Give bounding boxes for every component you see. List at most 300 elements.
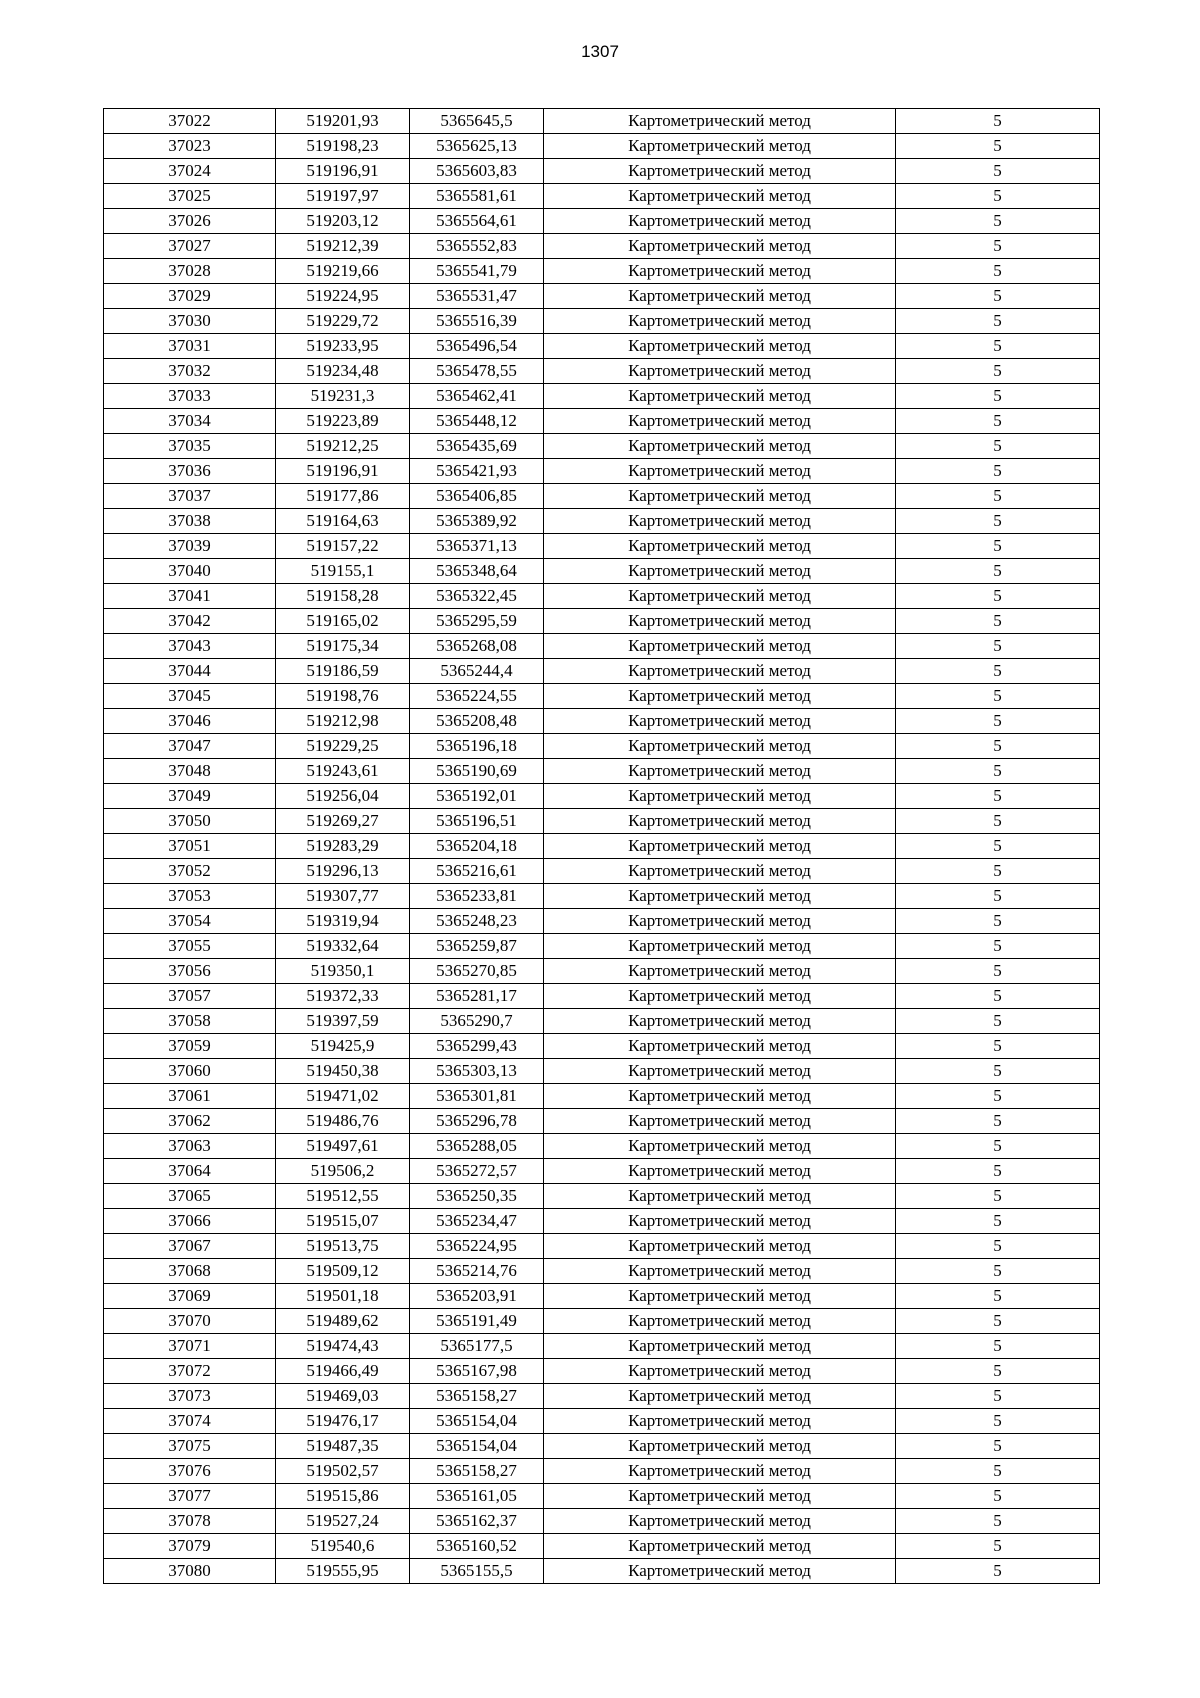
y-coordinate-cell: 5365167,98 xyxy=(410,1359,544,1384)
x-coordinate-cell: 519487,35 xyxy=(276,1434,410,1459)
method-cell: Картометрический метод xyxy=(544,359,896,384)
x-coordinate-cell: 519229,25 xyxy=(276,734,410,759)
method-cell: Картометрический метод xyxy=(544,859,896,884)
accuracy-cell: 5 xyxy=(896,959,1100,984)
x-coordinate-cell: 519224,95 xyxy=(276,284,410,309)
y-coordinate-cell: 5365250,35 xyxy=(410,1184,544,1209)
point-number-cell: 37067 xyxy=(104,1234,276,1259)
accuracy-cell: 5 xyxy=(896,709,1100,734)
point-number-cell: 37077 xyxy=(104,1484,276,1509)
method-cell: Картометрический метод xyxy=(544,559,896,584)
table-row xyxy=(104,1059,1100,1084)
x-coordinate-cell: 519474,43 xyxy=(276,1334,410,1359)
method-cell: Картометрический метод xyxy=(544,384,896,409)
y-coordinate-cell: 5365645,5 xyxy=(410,109,544,134)
y-coordinate-cell: 5365214,76 xyxy=(410,1259,544,1284)
accuracy-cell: 5 xyxy=(896,409,1100,434)
table-row xyxy=(104,1109,1100,1134)
table-row xyxy=(104,984,1100,1009)
page-number: 1307 xyxy=(581,42,619,61)
y-coordinate-cell: 5365303,13 xyxy=(410,1059,544,1084)
table-row xyxy=(104,134,1100,159)
x-coordinate-cell: 519319,94 xyxy=(276,909,410,934)
x-coordinate-cell: 519513,75 xyxy=(276,1234,410,1259)
x-coordinate-cell: 519196,91 xyxy=(276,159,410,184)
point-number-cell: 37062 xyxy=(104,1109,276,1134)
accuracy-cell: 5 xyxy=(896,684,1100,709)
method-cell: Картометрический метод xyxy=(544,759,896,784)
method-cell: Картометрический метод xyxy=(544,1459,896,1484)
table-row xyxy=(104,434,1100,459)
point-number-cell: 37026 xyxy=(104,209,276,234)
table-row xyxy=(104,1384,1100,1409)
point-number-cell: 37044 xyxy=(104,659,276,684)
point-number-cell: 37027 xyxy=(104,234,276,259)
accuracy-cell: 5 xyxy=(896,1459,1100,1484)
accuracy-cell: 5 xyxy=(896,609,1100,634)
method-cell: Картометрический метод xyxy=(544,1484,896,1509)
point-number-cell: 37040 xyxy=(104,559,276,584)
method-cell: Картометрический метод xyxy=(544,834,896,859)
x-coordinate-cell: 519269,27 xyxy=(276,809,410,834)
accuracy-cell: 5 xyxy=(896,1309,1100,1334)
accuracy-cell: 5 xyxy=(896,909,1100,934)
y-coordinate-cell: 5365299,43 xyxy=(410,1034,544,1059)
point-number-cell: 37064 xyxy=(104,1159,276,1184)
point-number-cell: 37024 xyxy=(104,159,276,184)
point-number-cell: 37059 xyxy=(104,1034,276,1059)
table-row xyxy=(104,1034,1100,1059)
point-number-cell: 37051 xyxy=(104,834,276,859)
method-cell: Картометрический метод xyxy=(544,1209,896,1234)
x-coordinate-cell: 519158,28 xyxy=(276,584,410,609)
y-coordinate-cell: 5365158,27 xyxy=(410,1384,544,1409)
accuracy-cell: 5 xyxy=(896,459,1100,484)
method-cell: Картометрический метод xyxy=(544,134,896,159)
x-coordinate-cell: 519164,63 xyxy=(276,509,410,534)
point-number-cell: 37036 xyxy=(104,459,276,484)
table-row xyxy=(104,834,1100,859)
x-coordinate-cell: 519372,33 xyxy=(276,984,410,1009)
accuracy-cell: 5 xyxy=(896,1009,1100,1034)
y-coordinate-cell: 5365295,59 xyxy=(410,609,544,634)
accuracy-cell: 5 xyxy=(896,509,1100,534)
y-coordinate-cell: 5365552,83 xyxy=(410,234,544,259)
method-cell: Картометрический метод xyxy=(544,434,896,459)
method-cell: Картометрический метод xyxy=(544,1259,896,1284)
y-coordinate-cell: 5365155,5 xyxy=(410,1559,544,1584)
point-number-cell: 37029 xyxy=(104,284,276,309)
y-coordinate-cell: 5365603,83 xyxy=(410,159,544,184)
method-cell: Картометрический метод xyxy=(544,234,896,259)
point-number-cell: 37042 xyxy=(104,609,276,634)
x-coordinate-cell: 519155,1 xyxy=(276,559,410,584)
table-row xyxy=(104,259,1100,284)
table-row xyxy=(104,934,1100,959)
table-row xyxy=(104,284,1100,309)
x-coordinate-cell: 519332,64 xyxy=(276,934,410,959)
y-coordinate-cell: 5365531,47 xyxy=(410,284,544,309)
method-cell: Картометрический метод xyxy=(544,1009,896,1034)
y-coordinate-cell: 5365196,51 xyxy=(410,809,544,834)
accuracy-cell: 5 xyxy=(896,1184,1100,1209)
method-cell: Картометрический метод xyxy=(544,934,896,959)
table-row xyxy=(104,659,1100,684)
point-number-cell: 37055 xyxy=(104,934,276,959)
method-cell: Картометрический метод xyxy=(544,709,896,734)
method-cell: Картометрический метод xyxy=(544,884,896,909)
method-cell: Картометрический метод xyxy=(544,584,896,609)
accuracy-cell: 5 xyxy=(896,1034,1100,1059)
y-coordinate-cell: 5365248,23 xyxy=(410,909,544,934)
table-row xyxy=(104,359,1100,384)
table-row xyxy=(104,509,1100,534)
y-coordinate-cell: 5365516,39 xyxy=(410,309,544,334)
table-row xyxy=(104,1234,1100,1259)
table-row xyxy=(104,1259,1100,1284)
y-coordinate-cell: 5365288,05 xyxy=(410,1134,544,1159)
table-row xyxy=(104,1084,1100,1109)
accuracy-cell: 5 xyxy=(896,984,1100,1009)
y-coordinate-cell: 5365406,85 xyxy=(410,484,544,509)
accuracy-cell: 5 xyxy=(896,734,1100,759)
table-row xyxy=(104,184,1100,209)
point-number-cell: 37073 xyxy=(104,1384,276,1409)
accuracy-cell: 5 xyxy=(896,1084,1100,1109)
method-cell: Картометрический метод xyxy=(544,334,896,359)
table-row xyxy=(104,709,1100,734)
method-cell: Картометрический метод xyxy=(544,1309,896,1334)
point-number-cell: 37045 xyxy=(104,684,276,709)
coordinates-table-body xyxy=(104,109,1100,1584)
method-cell: Картометрический метод xyxy=(544,1059,896,1084)
table-row xyxy=(104,959,1100,984)
accuracy-cell: 5 xyxy=(896,1509,1100,1534)
point-number-cell: 37041 xyxy=(104,584,276,609)
point-number-cell: 37052 xyxy=(104,859,276,884)
method-cell: Картометрический метод xyxy=(544,1359,896,1384)
point-number-cell: 37050 xyxy=(104,809,276,834)
method-cell: Картометрический метод xyxy=(544,1434,896,1459)
method-cell: Картометрический метод xyxy=(544,209,896,234)
accuracy-cell: 5 xyxy=(896,284,1100,309)
accuracy-cell: 5 xyxy=(896,584,1100,609)
point-number-cell: 37033 xyxy=(104,384,276,409)
table-row xyxy=(104,209,1100,234)
accuracy-cell: 5 xyxy=(896,484,1100,509)
method-cell: Картометрический метод xyxy=(544,1334,896,1359)
point-number-cell: 37069 xyxy=(104,1284,276,1309)
table-row xyxy=(104,159,1100,184)
point-number-cell: 37078 xyxy=(104,1509,276,1534)
table-row xyxy=(104,334,1100,359)
x-coordinate-cell: 519506,2 xyxy=(276,1159,410,1184)
accuracy-cell: 5 xyxy=(896,109,1100,134)
y-coordinate-cell: 5365462,41 xyxy=(410,384,544,409)
accuracy-cell: 5 xyxy=(896,1534,1100,1559)
accuracy-cell: 5 xyxy=(896,784,1100,809)
table-row xyxy=(104,784,1100,809)
x-coordinate-cell: 519397,59 xyxy=(276,1009,410,1034)
accuracy-cell: 5 xyxy=(896,1484,1100,1509)
method-cell: Картометрический метод xyxy=(544,909,896,934)
method-cell: Картометрический метод xyxy=(544,484,896,509)
accuracy-cell: 5 xyxy=(896,1134,1100,1159)
y-coordinate-cell: 5365216,61 xyxy=(410,859,544,884)
accuracy-cell: 5 xyxy=(896,1384,1100,1409)
y-coordinate-cell: 5365371,13 xyxy=(410,534,544,559)
accuracy-cell: 5 xyxy=(896,884,1100,909)
y-coordinate-cell: 5365224,95 xyxy=(410,1234,544,1259)
accuracy-cell: 5 xyxy=(896,1109,1100,1134)
point-number-cell: 37038 xyxy=(104,509,276,534)
y-coordinate-cell: 5365564,61 xyxy=(410,209,544,234)
point-number-cell: 37031 xyxy=(104,334,276,359)
method-cell: Картометрический метод xyxy=(544,459,896,484)
accuracy-cell: 5 xyxy=(896,1559,1100,1584)
table-row xyxy=(104,909,1100,934)
accuracy-cell: 5 xyxy=(896,134,1100,159)
point-number-cell: 37023 xyxy=(104,134,276,159)
x-coordinate-cell: 519256,04 xyxy=(276,784,410,809)
x-coordinate-cell: 519157,22 xyxy=(276,534,410,559)
accuracy-cell: 5 xyxy=(896,1359,1100,1384)
point-number-cell: 37030 xyxy=(104,309,276,334)
x-coordinate-cell: 519425,9 xyxy=(276,1034,410,1059)
table-row xyxy=(104,1484,1100,1509)
point-number-cell: 37053 xyxy=(104,884,276,909)
point-number-cell: 37068 xyxy=(104,1259,276,1284)
table-row xyxy=(104,484,1100,509)
x-coordinate-cell: 519501,18 xyxy=(276,1284,410,1309)
table-row xyxy=(104,584,1100,609)
point-number-cell: 37057 xyxy=(104,984,276,1009)
method-cell: Картометрический метод xyxy=(544,1084,896,1109)
y-coordinate-cell: 5365154,04 xyxy=(410,1409,544,1434)
accuracy-cell: 5 xyxy=(896,859,1100,884)
table-row xyxy=(104,1284,1100,1309)
method-cell: Картометрический метод xyxy=(544,1384,896,1409)
y-coordinate-cell: 5365421,93 xyxy=(410,459,544,484)
x-coordinate-cell: 519509,12 xyxy=(276,1259,410,1284)
x-coordinate-cell: 519186,59 xyxy=(276,659,410,684)
table-row xyxy=(104,734,1100,759)
accuracy-cell: 5 xyxy=(896,759,1100,784)
y-coordinate-cell: 5365290,7 xyxy=(410,1009,544,1034)
table-row xyxy=(104,1359,1100,1384)
point-number-cell: 37039 xyxy=(104,534,276,559)
accuracy-cell: 5 xyxy=(896,1259,1100,1284)
x-coordinate-cell: 519234,48 xyxy=(276,359,410,384)
x-coordinate-cell: 519469,03 xyxy=(276,1384,410,1409)
method-cell: Картометрический метод xyxy=(544,609,896,634)
accuracy-cell: 5 xyxy=(896,634,1100,659)
x-coordinate-cell: 519233,95 xyxy=(276,334,410,359)
table-row xyxy=(104,1459,1100,1484)
accuracy-cell: 5 xyxy=(896,559,1100,584)
table-row xyxy=(104,759,1100,784)
x-coordinate-cell: 519197,97 xyxy=(276,184,410,209)
table-row xyxy=(104,1184,1100,1209)
method-cell: Картометрический метод xyxy=(544,1534,896,1559)
x-coordinate-cell: 519502,57 xyxy=(276,1459,410,1484)
y-coordinate-cell: 5365541,79 xyxy=(410,259,544,284)
y-coordinate-cell: 5365435,69 xyxy=(410,434,544,459)
x-coordinate-cell: 519231,3 xyxy=(276,384,410,409)
x-coordinate-cell: 519450,38 xyxy=(276,1059,410,1084)
y-coordinate-cell: 5365224,55 xyxy=(410,684,544,709)
method-cell: Картометрический метод xyxy=(544,109,896,134)
point-number-cell: 37054 xyxy=(104,909,276,934)
table-row xyxy=(104,1559,1100,1584)
accuracy-cell: 5 xyxy=(896,1234,1100,1259)
point-number-cell: 37037 xyxy=(104,484,276,509)
table-row xyxy=(104,809,1100,834)
method-cell: Картометрический метод xyxy=(544,1109,896,1134)
x-coordinate-cell: 519198,76 xyxy=(276,684,410,709)
y-coordinate-cell: 5365192,01 xyxy=(410,784,544,809)
table-row xyxy=(104,309,1100,334)
y-coordinate-cell: 5365389,92 xyxy=(410,509,544,534)
y-coordinate-cell: 5365625,13 xyxy=(410,134,544,159)
point-number-cell: 37028 xyxy=(104,259,276,284)
accuracy-cell: 5 xyxy=(896,1434,1100,1459)
y-coordinate-cell: 5365281,17 xyxy=(410,984,544,1009)
x-coordinate-cell: 519177,86 xyxy=(276,484,410,509)
table-row xyxy=(104,1209,1100,1234)
x-coordinate-cell: 519307,77 xyxy=(276,884,410,909)
method-cell: Картометрический метод xyxy=(544,809,896,834)
y-coordinate-cell: 5365268,08 xyxy=(410,634,544,659)
x-coordinate-cell: 519212,98 xyxy=(276,709,410,734)
table-row xyxy=(104,1334,1100,1359)
method-cell: Картометрический метод xyxy=(544,684,896,709)
x-coordinate-cell: 519527,24 xyxy=(276,1509,410,1534)
accuracy-cell: 5 xyxy=(896,234,1100,259)
table-row xyxy=(104,534,1100,559)
table-row xyxy=(104,859,1100,884)
accuracy-cell: 5 xyxy=(896,384,1100,409)
table-row xyxy=(104,1009,1100,1034)
x-coordinate-cell: 519486,76 xyxy=(276,1109,410,1134)
point-number-cell: 37072 xyxy=(104,1359,276,1384)
accuracy-cell: 5 xyxy=(896,834,1100,859)
table-row xyxy=(104,559,1100,584)
y-coordinate-cell: 5365234,47 xyxy=(410,1209,544,1234)
point-number-cell: 37049 xyxy=(104,784,276,809)
method-cell: Картометрический метод xyxy=(544,1234,896,1259)
point-number-cell: 37035 xyxy=(104,434,276,459)
accuracy-cell: 5 xyxy=(896,1284,1100,1309)
y-coordinate-cell: 5365296,78 xyxy=(410,1109,544,1134)
method-cell: Картометрический метод xyxy=(544,1284,896,1309)
y-coordinate-cell: 5365177,5 xyxy=(410,1334,544,1359)
x-coordinate-cell: 519175,34 xyxy=(276,634,410,659)
method-cell: Картометрический метод xyxy=(544,1034,896,1059)
accuracy-cell: 5 xyxy=(896,1159,1100,1184)
y-coordinate-cell: 5365244,4 xyxy=(410,659,544,684)
x-coordinate-cell: 519212,39 xyxy=(276,234,410,259)
x-coordinate-cell: 519471,02 xyxy=(276,1084,410,1109)
accuracy-cell: 5 xyxy=(896,434,1100,459)
point-number-cell: 37043 xyxy=(104,634,276,659)
x-coordinate-cell: 519476,17 xyxy=(276,1409,410,1434)
x-coordinate-cell: 519540,6 xyxy=(276,1534,410,1559)
y-coordinate-cell: 5365348,64 xyxy=(410,559,544,584)
point-number-cell: 37070 xyxy=(104,1309,276,1334)
table-row xyxy=(104,1434,1100,1459)
table-row xyxy=(104,634,1100,659)
x-coordinate-cell: 519283,29 xyxy=(276,834,410,859)
y-coordinate-cell: 5365581,61 xyxy=(410,184,544,209)
x-coordinate-cell: 519198,23 xyxy=(276,134,410,159)
point-number-cell: 37076 xyxy=(104,1459,276,1484)
x-coordinate-cell: 519203,12 xyxy=(276,209,410,234)
method-cell: Картометрический метод xyxy=(544,659,896,684)
point-number-cell: 37046 xyxy=(104,709,276,734)
accuracy-cell: 5 xyxy=(896,659,1100,684)
accuracy-cell: 5 xyxy=(896,159,1100,184)
x-coordinate-cell: 519223,89 xyxy=(276,409,410,434)
point-number-cell: 37025 xyxy=(104,184,276,209)
method-cell: Картометрический метод xyxy=(544,1559,896,1584)
x-coordinate-cell: 519165,02 xyxy=(276,609,410,634)
table-row xyxy=(104,884,1100,909)
y-coordinate-cell: 5365496,54 xyxy=(410,334,544,359)
x-coordinate-cell: 519555,95 xyxy=(276,1559,410,1584)
x-coordinate-cell: 519219,66 xyxy=(276,259,410,284)
method-cell: Картометрический метод xyxy=(544,284,896,309)
table-row xyxy=(104,409,1100,434)
point-number-cell: 37066 xyxy=(104,1209,276,1234)
x-coordinate-cell: 519515,86 xyxy=(276,1484,410,1509)
table-row xyxy=(104,459,1100,484)
point-number-cell: 37058 xyxy=(104,1009,276,1034)
y-coordinate-cell: 5365270,85 xyxy=(410,959,544,984)
method-cell: Картометрический метод xyxy=(544,784,896,809)
accuracy-cell: 5 xyxy=(896,334,1100,359)
point-number-cell: 37061 xyxy=(104,1084,276,1109)
accuracy-cell: 5 xyxy=(896,359,1100,384)
method-cell: Картометрический метод xyxy=(544,184,896,209)
x-coordinate-cell: 519466,49 xyxy=(276,1359,410,1384)
x-coordinate-cell: 519296,13 xyxy=(276,859,410,884)
method-cell: Картометрический метод xyxy=(544,159,896,184)
x-coordinate-cell: 519497,61 xyxy=(276,1134,410,1159)
point-number-cell: 37074 xyxy=(104,1409,276,1434)
y-coordinate-cell: 5365448,12 xyxy=(410,409,544,434)
table-row xyxy=(104,1309,1100,1334)
accuracy-cell: 5 xyxy=(896,809,1100,834)
method-cell: Картометрический метод xyxy=(544,534,896,559)
coordinates-table xyxy=(103,108,1100,1584)
accuracy-cell: 5 xyxy=(896,259,1100,284)
y-coordinate-cell: 5365160,52 xyxy=(410,1534,544,1559)
method-cell: Картометрический метод xyxy=(544,984,896,1009)
x-coordinate-cell: 519350,1 xyxy=(276,959,410,984)
accuracy-cell: 5 xyxy=(896,1334,1100,1359)
y-coordinate-cell: 5365190,69 xyxy=(410,759,544,784)
method-cell: Картометрический метод xyxy=(544,1134,896,1159)
method-cell: Картометрический метод xyxy=(544,509,896,534)
table-row xyxy=(104,1509,1100,1534)
x-coordinate-cell: 519201,93 xyxy=(276,109,410,134)
table-row xyxy=(104,1159,1100,1184)
point-number-cell: 37071 xyxy=(104,1334,276,1359)
y-coordinate-cell: 5365161,05 xyxy=(410,1484,544,1509)
point-number-cell: 37056 xyxy=(104,959,276,984)
y-coordinate-cell: 5365203,91 xyxy=(410,1284,544,1309)
